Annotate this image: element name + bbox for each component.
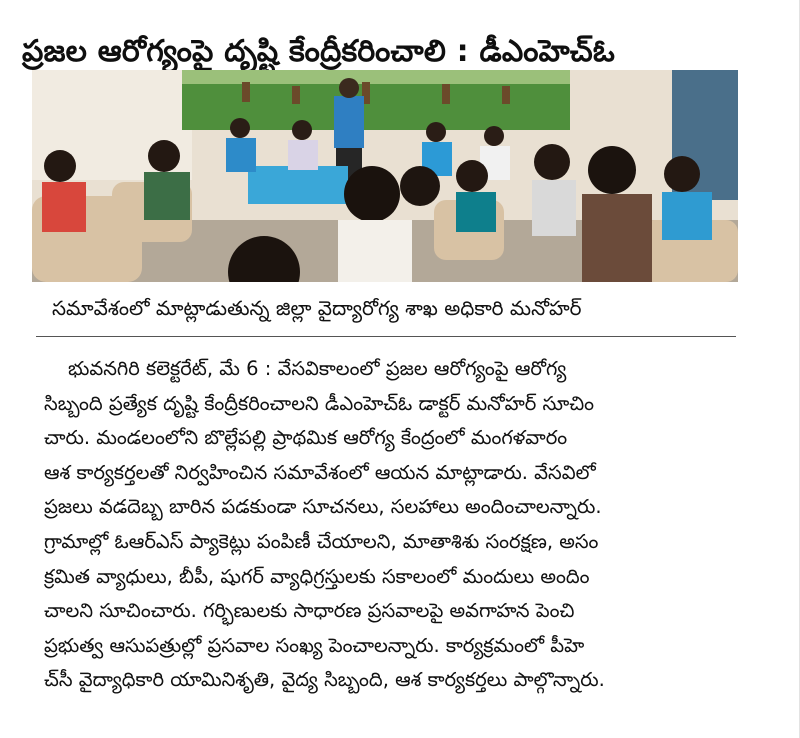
body-line: గ్రామాల్లో ఓఆర్‌ఎస్‌ ప్యాకెట్లు పంపిణీ చేయాలని, మాతాశిశు సంరక్షణ, అసం [44, 529, 599, 553]
body-line: చారు. మండలంలోని బొల్లేపల్లి ప్రాథమిక ఆరోగ్య కేంద్రంలో మంగళవారం [44, 426, 568, 450]
photo-table [248, 166, 348, 204]
body-line: భువనగిరి కలెక్టరేట్‌, మే 6 : వేసవికాలంలో ప్రజల ఆరోగ్యంపై ఆరోగ్య [68, 357, 567, 380]
body-line: సిబ్బంది ప్రత్యేక దృష్టి కేంద్రీకరించాలని డీఎంహెచ్‌ఓ డాక్టర్‌ మనోహర్‌ సూచిం [44, 391, 595, 415]
body-line: ఆశ కార్యకర్తలతో నిర్వహించిన సమావేశంలో ఆయన మాట్లాడారు. వేసవిలో [44, 460, 596, 484]
body-line: క్రమిత వ్యాధులు, బీపీ, షుగర్‌ వ్యాధిగ్రస్తులకు సకాలంలో మందులు అందిం [44, 564, 590, 588]
article-headline: ప్రజల ఆరోగ్యంపై దృష్టి కేంద్రీకరించాలి : డీఎంహెచ్‌ఓ [22, 34, 615, 70]
photo-speaker-head [339, 78, 359, 98]
body-line: చ్‌సీ వైద్యాధికారి యామినిశృతి, వైద్య సిబ్బంది, ఆశ కార్యకర్తలు పాల్గొన్నారు. [44, 668, 605, 692]
photo-caption: సమావేశంలో మాట్లాడుతున్న జిల్లా వైద్యారోగ్య శాఖ అధికారి మనోహర్ [52, 296, 582, 320]
body-line: ప్రజలు వడదెబ్బ బారిన పడకుండా సూచనలు, సలహాలు అందించాలన్నారు. [44, 495, 602, 519]
meeting-photo-illustration [32, 70, 738, 282]
photo-speaker-shirt [334, 96, 364, 148]
article-photo [32, 70, 738, 282]
photo-banner-sky [182, 70, 570, 84]
body-line: ప్రభుత్వ ఆసుపత్రుల్లో ప్రసవాల సంఖ్య పెంచాలన్నారు. కార్యక్రమంలో పీహె [44, 633, 585, 657]
body-line: చాలని సూచించారు. గర్భిణులకు సాధారణ ప్రసవాలపై అవగాహన పెంచి [44, 599, 575, 623]
article-body [44, 352, 756, 698]
divider [36, 336, 736, 337]
